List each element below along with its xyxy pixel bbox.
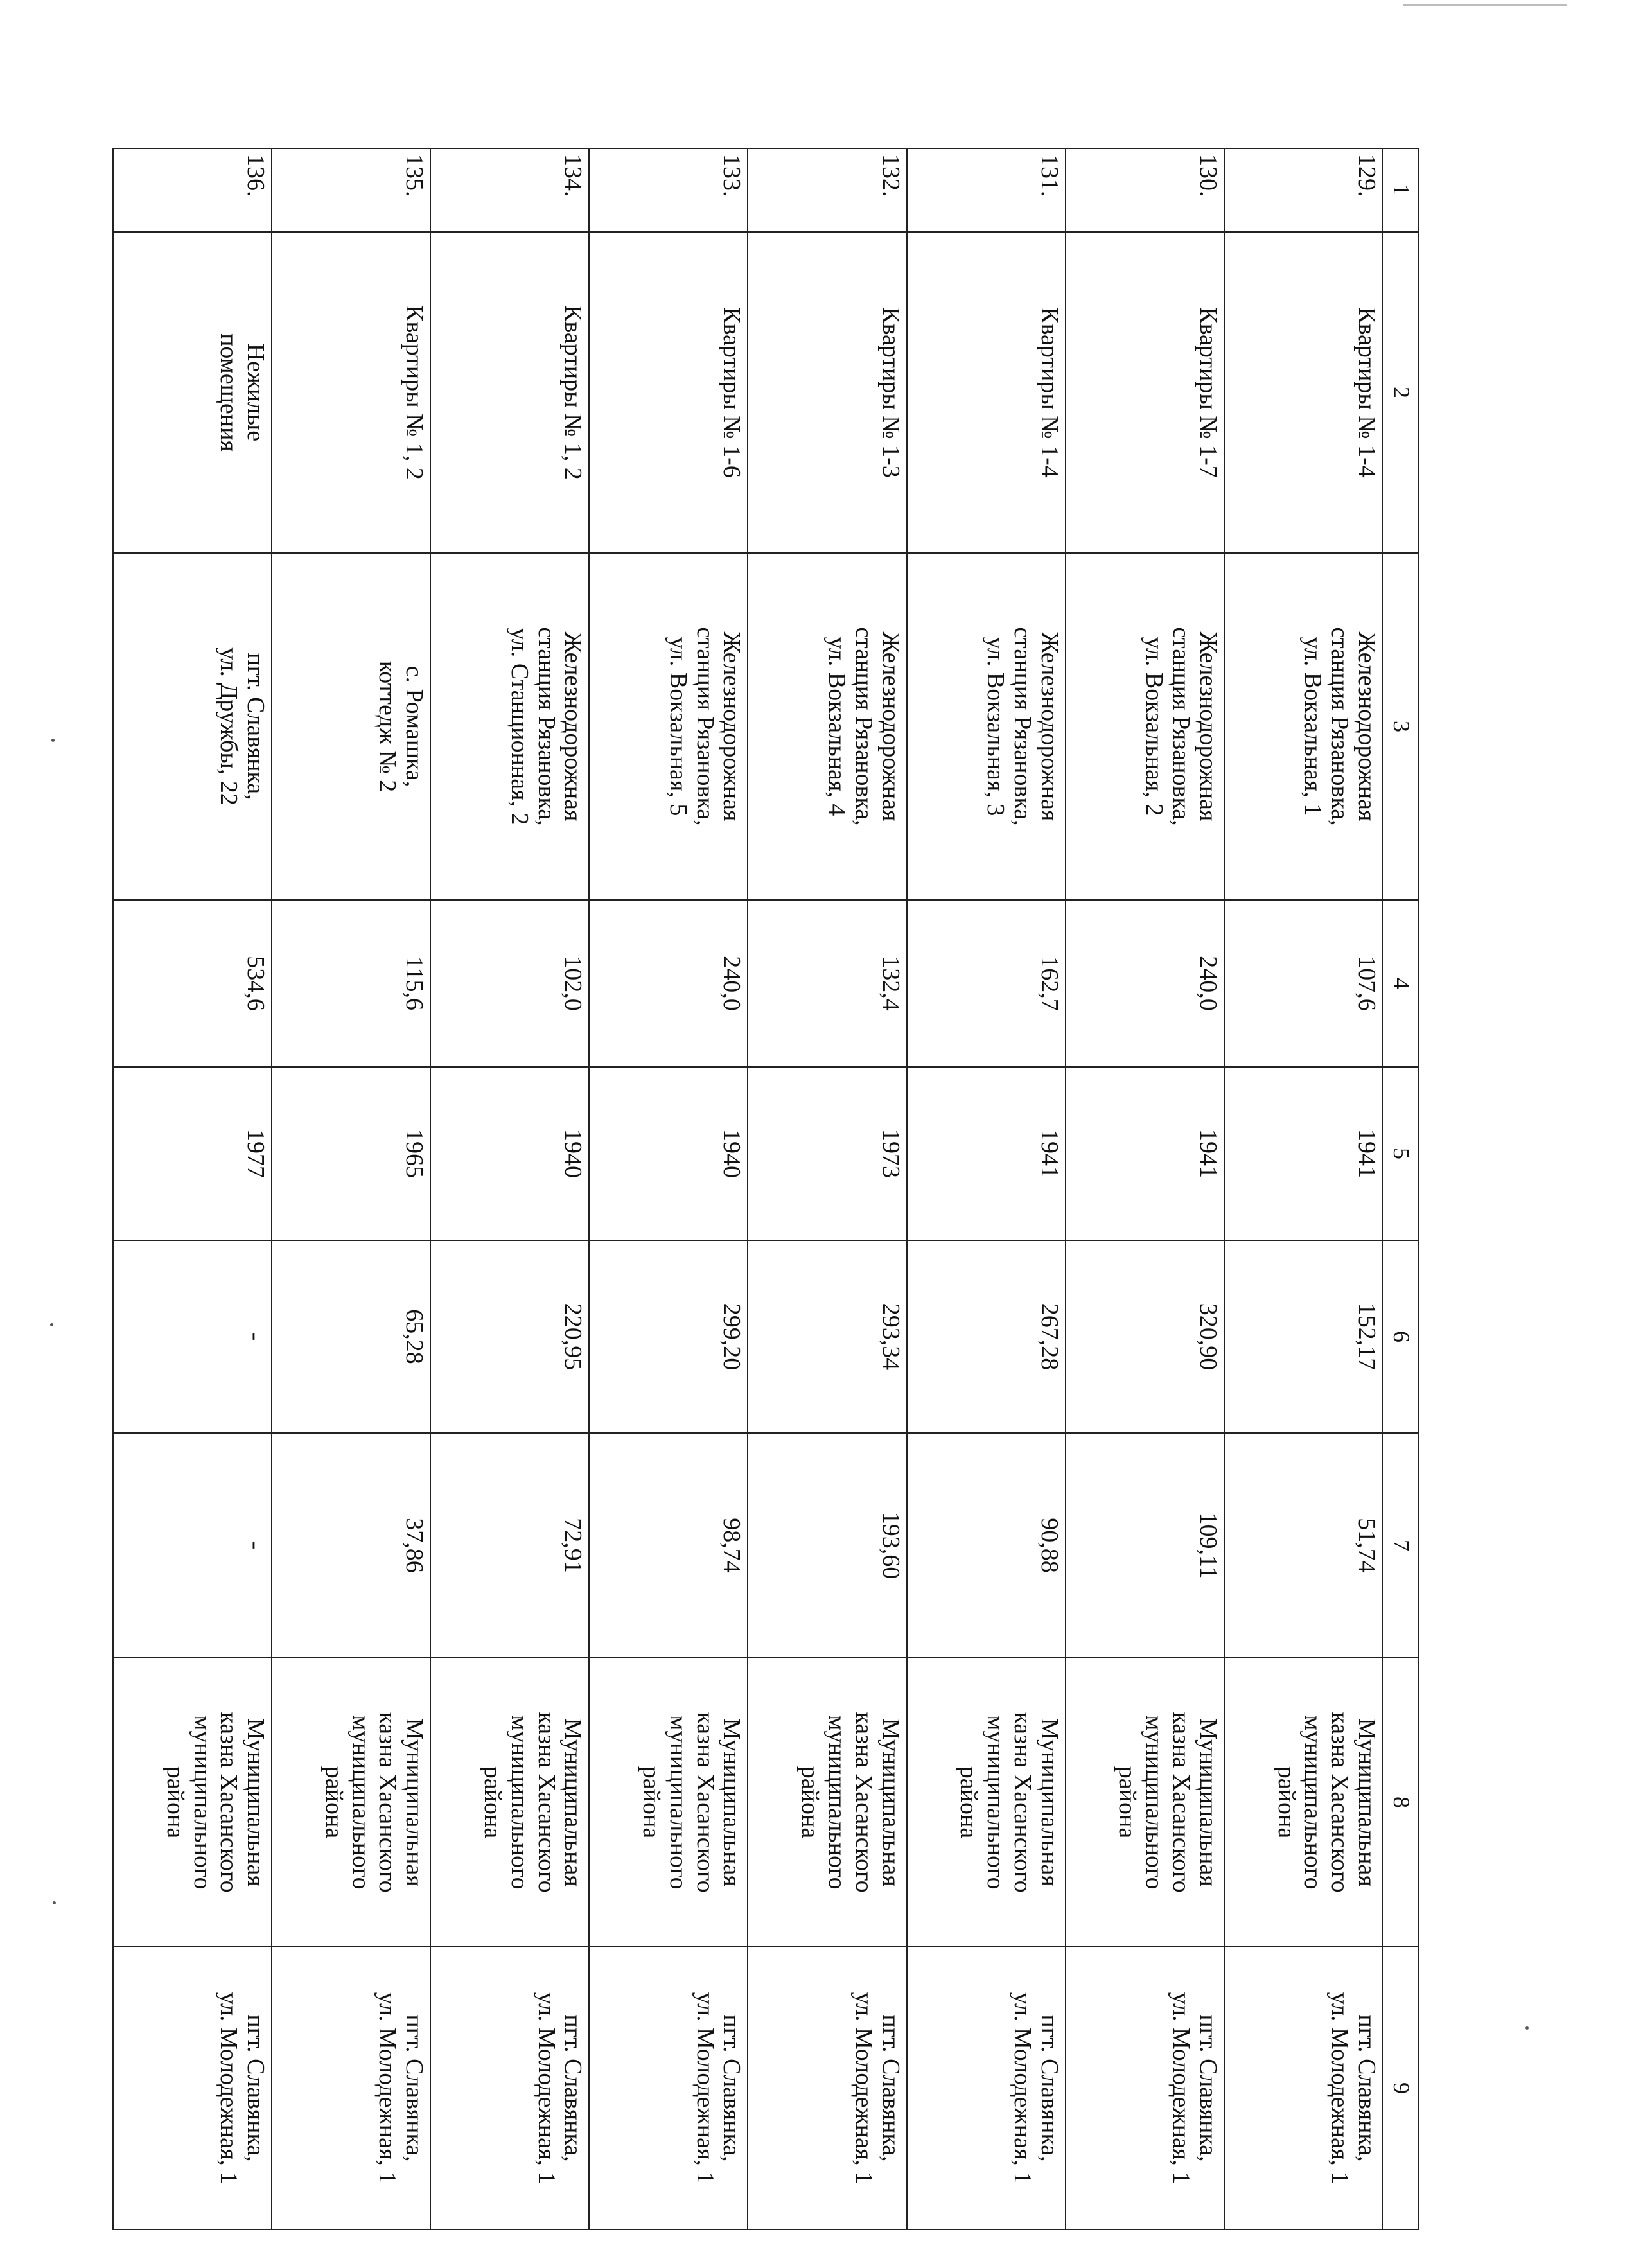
table-row: [589, 148, 748, 2229]
object-owner: Муниципальная казна Хасанского муниципального района: [907, 1658, 1066, 1947]
table-row: [113, 148, 272, 2229]
row-number: 133.: [589, 148, 748, 232]
scan-speck: [1525, 2026, 1529, 2030]
table-row: [1066, 148, 1224, 2229]
object-residual: 72,91: [430, 1433, 589, 1658]
object-year: 1973: [748, 1067, 907, 1240]
object-address: Железнодорожная станция Рязановка, ул. Вокзальная, 2: [1066, 553, 1224, 900]
object-address: Железнодорожная станция Рязановка, ул. Вокзальная, 5: [589, 553, 748, 900]
object-holder: пгт. Славянка, ул. Молодежная, 1: [748, 1947, 907, 2229]
table-row: [1224, 148, 1383, 2229]
object-owner: Муниципальная казна Хасанского муниципального района: [1224, 1658, 1383, 1947]
row-number: 131.: [907, 148, 1066, 232]
object-residual: 193,60: [748, 1433, 907, 1658]
row-number: 134.: [430, 148, 589, 232]
object-year: 1940: [589, 1067, 748, 1240]
scan-edge-line: [1403, 4, 1567, 6]
object-holder: пгт. Славянка, ул. Молодежная, 1: [272, 1947, 430, 2229]
object-area: 162,7: [907, 900, 1066, 1067]
header-cell: 1: [1383, 148, 1419, 232]
object-value: 320,90: [1066, 1240, 1224, 1433]
table-row: [272, 148, 430, 2229]
object-area: 107,6: [1224, 900, 1383, 1067]
header-cell: 3: [1383, 553, 1419, 900]
object-area: 102,0: [430, 900, 589, 1067]
header-cell: 9: [1383, 1947, 1419, 2229]
object-owner: Муниципальная казна Хасанского муниципального района: [589, 1658, 748, 1947]
object-name: Квартиры № 1, 2: [272, 232, 430, 553]
object-area: 115,6: [272, 900, 430, 1067]
object-name: Квартиры № 1-3: [748, 232, 907, 553]
rotated-table-wrapper: [112, 148, 1419, 2229]
object-holder: пгт. Славянка, ул. Молодежная, 1: [907, 1947, 1066, 2229]
table-row: [430, 148, 589, 2229]
object-residual: -: [113, 1433, 272, 1658]
object-residual: 90,88: [907, 1433, 1066, 1658]
object-value: 299,20: [589, 1240, 748, 1433]
object-name: Квартиры № 1-6: [589, 232, 748, 553]
object-owner: Муниципальная казна Хасанского муниципального района: [1066, 1658, 1224, 1947]
object-residual: 98,74: [589, 1433, 748, 1658]
header-row: [1383, 148, 1419, 2229]
object-address: с. Ромашка, коттедж № 2: [272, 553, 430, 900]
object-holder: пгт. Славянка, ул. Молодежная, 1: [430, 1947, 589, 2229]
object-name: Квартиры № 1-4: [907, 232, 1066, 553]
scan-speck: [53, 1901, 56, 1904]
object-value: 267,28: [907, 1240, 1066, 1433]
object-value: 220,95: [430, 1240, 589, 1433]
object-residual: 51,74: [1224, 1433, 1383, 1658]
object-value: -: [113, 1240, 272, 1433]
object-residual: 37,86: [272, 1433, 430, 1658]
row-number: 130.: [1066, 148, 1224, 232]
object-value: 152,17: [1224, 1240, 1383, 1433]
object-name: Квартиры № 1, 2: [430, 232, 589, 553]
object-owner: Муниципальная казна Хасанского муниципального района: [113, 1658, 272, 1947]
object-holder: пгт. Славянка, ул. Молодежная, 1: [113, 1947, 272, 2229]
object-year: 1941: [1224, 1067, 1383, 1240]
header-cell: 2: [1383, 232, 1419, 553]
header-cell: 5: [1383, 1067, 1419, 1240]
object-address: Железнодорожная станция Рязановка, ул. Вокзальная, 4: [748, 553, 907, 900]
row-number: 129.: [1224, 148, 1383, 232]
object-holder: пгт. Славянка, ул. Молодежная, 1: [589, 1947, 748, 2229]
object-year: 1965: [272, 1067, 430, 1240]
object-address: Железнодорожная станция Рязановка, ул. Станционная, 2: [430, 553, 589, 900]
object-name: Нежилые помещения: [113, 232, 272, 553]
object-address: Железнодорожная станция Рязановка, ул. Вокзальная, 1: [1224, 553, 1383, 900]
object-address: Железнодорожная станция Рязановка, ул. Вокзальная, 3: [907, 553, 1066, 900]
object-area: 240,0: [589, 900, 748, 1067]
object-year: 1977: [113, 1067, 272, 1240]
object-area: 534,6: [113, 900, 272, 1067]
object-year: 1940: [430, 1067, 589, 1240]
scan-speck: [50, 1323, 53, 1326]
object-holder: пгт. Славянка, ул. Молодежная, 1: [1066, 1947, 1224, 2229]
object-address: пгт. Славянка, ул. Дружбы, 22: [113, 553, 272, 900]
header-cell: 7: [1383, 1433, 1419, 1658]
row-number: 135.: [272, 148, 430, 232]
object-holder: пгт. Славянка, ул. Молодежная, 1: [1224, 1947, 1383, 2229]
object-year: 1941: [1066, 1067, 1224, 1240]
property-table: [112, 148, 1419, 2230]
row-number: 136.: [113, 148, 272, 232]
object-value: 65,28: [272, 1240, 430, 1433]
object-area: 240,0: [1066, 900, 1224, 1067]
scan-speck: [51, 739, 55, 742]
row-number: 132.: [748, 148, 907, 232]
header-cell: 8: [1383, 1658, 1419, 1947]
object-owner: Муниципальная казна Хасанского муниципального района: [272, 1658, 430, 1947]
table-row: [907, 148, 1066, 2229]
header-cell: 4: [1383, 900, 1419, 1067]
table-row: [748, 148, 907, 2229]
object-area: 132,4: [748, 900, 907, 1067]
object-owner: Муниципальная казна Хасанского муниципального района: [748, 1658, 907, 1947]
object-name: Квартиры № 1-4: [1224, 232, 1383, 553]
object-name: Квартиры № 1-7: [1066, 232, 1224, 553]
header-cell: 6: [1383, 1240, 1419, 1433]
object-owner: Муниципальная казна Хасанского муниципального района: [430, 1658, 589, 1947]
object-residual: 109,11: [1066, 1433, 1224, 1658]
object-value: 293,34: [748, 1240, 907, 1433]
object-year: 1941: [907, 1067, 1066, 1240]
